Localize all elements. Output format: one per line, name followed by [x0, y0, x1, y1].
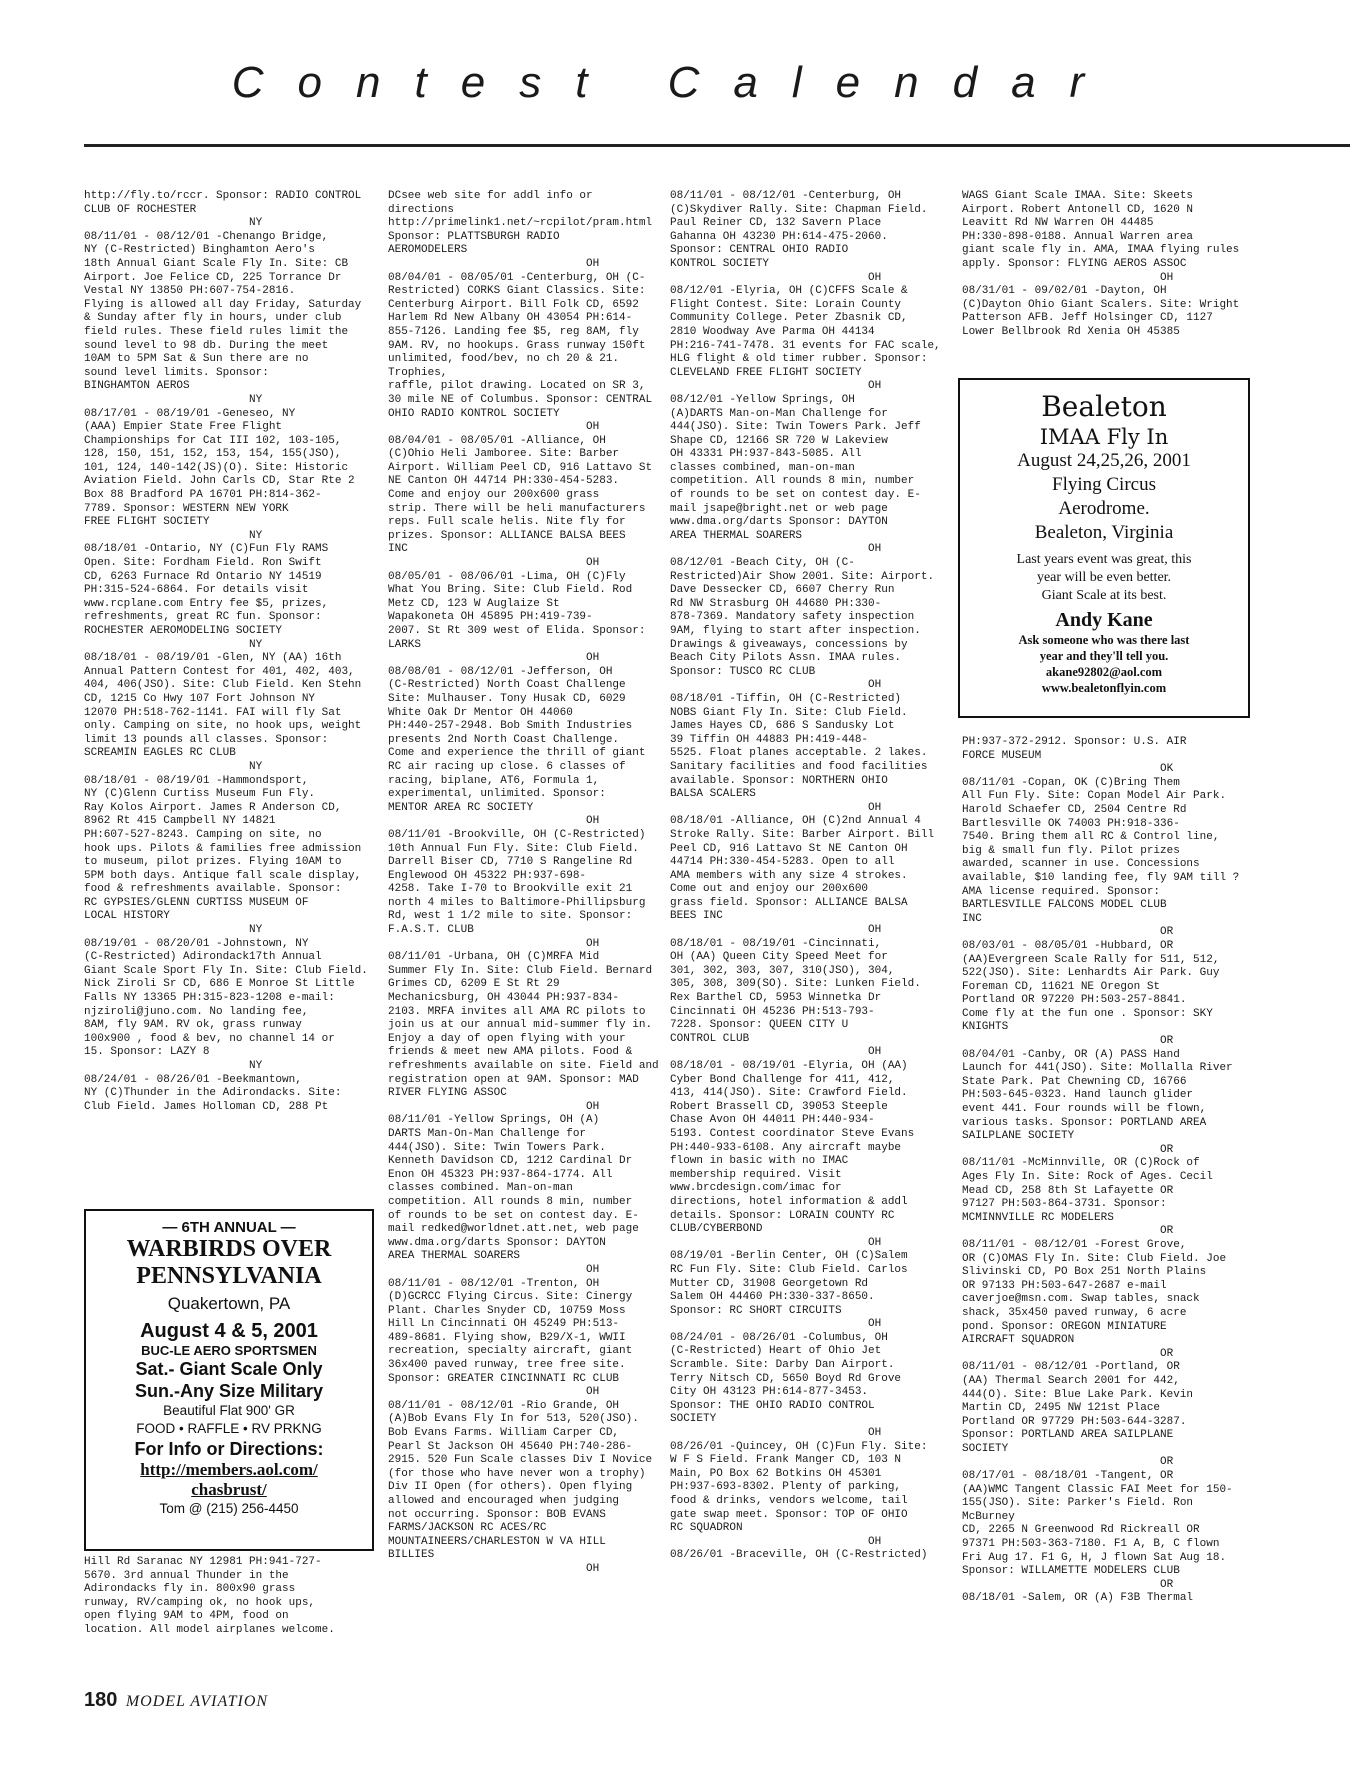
- bealeton-line-3: Giant Scale at its best.: [1041, 588, 1167, 603]
- calendar-column-1: http://fly.to/rccr. Sponsor: RADIO CONTROL CLUB OF ROCHESTER NY 08/11/01 - 08/12/01 -Chenango Bridge, NY (C-Restricted) Binghamton Aero's 18th Annual Giant Scale Fly In. Site: CB Airport. Joe Felice CD, 225 Torrance Dr Vestal NY 13850 PH:607-754-2816. Flying is allowed all day Friday, Saturday & Sunday after fly in hours, under club field rules. These field rules limit the sound level to 98 db. During the meet 10AM to 5PM Sat & Sun there are no sound level limits. Sponsor: BINGHAMTON AEROS NY 08/17/01 - 08/19/01 -Geneseo, NY (AAA) Empier State Free Flight Championships for Cat III 102, 103-105, 128, 150, 151, 152, 153, 154, 155(JSO), 101, 124, 140-142(JS)(O). Site: Historic Aviation Field. John Carls CD, Star Rte 2 Box 88 Bradford PA 16701 PH:814-362- 7789. Sponsor: WESTERN NEW YORK FREE FLIGHT SOCIETY NY 08/18/01 -Ontario, NY (C)Fun Fly RAMS Open. Site: Fordham Field. Ron Swift CD, 6263 Furnace Rd Ontario NY 14519 PH:315-524-6864. For details visit www.rcplane.com Entry fee $5, prizes, refreshments, great RC fun. Sponsor: ROCHESTER AEROMODELING SOCIETY NY 08/18/01 - 08/19/01 -Glen, NY (AA) 16th Annual Pattern Contest for 401, 402, 403, 404, 406(JSO). Site: Club Field. Ken Stehn CD, 1215 Co Hwy 107 Fort Johnson NY 12070 PH:518-762-1141. FAI will fly Sat only. Camping on site, no hook ups, weight limit 13 pounds all classes. Sponsor: SCREAMIN EAGLES RC CLUB NY 08/18/01 - 08/19/01 -Hammondsport, NY (C)Glenn Curtiss Museum Fun Fly. Ray Kolos Airport. James R Anderson CD, 8962 Rt 415 Campbell NY 14821 PH:607-527-8243. Camping on site, no hook ups. Pilots & families free admission to museum, pilot prizes. Flying 10AM to 5PM both days. Antique fall scale display, food & refreshments available. Sponsor: RC GYPSIES/GLENN CURTISS MUSEUM OF LOCAL HISTORY NY 08/19/01 - 08/20/01 -Johnstown, NY (C-Restricted) Adirondack17th Annual Giant Scale Sport Fly In. Site: Club Field. Nick Ziroli Sr CD, 686 E Monroe St Little Falls NY 13365 PH:315-823-1208 e-mail: njziroli@juno.com. No landing fee, 8AM, fly 9AM. RV ok, grass runway 100x900 , food & bev, no channel 14 or 15. Sponsor: LAZY 8 NY 08/24/01 - 08/26/01 -Beekmantown, NY (C)Thunder in the Adirondacks. Site: Club Field. James Holloman CD, 288 Pt: [84, 190, 368, 1113]
- bealeton-location: Bealeton, Virginia: [1034, 522, 1174, 543]
- warbirds-title-1: WARBIRDS OVER: [126, 1236, 332, 1262]
- bealeton-line-2: year will be even better.: [1036, 570, 1172, 585]
- calendar-column-4-top: WAGS Giant Scale IMAA. Site: Skeets Airport. Robert Antonell CD, 1620 N Leavitt Rd NW Warren OH 44485 PH:330-898-0188. Annual Warren area giant scale fly in. AMA, IMAA flying rules apply. Sponsor: FLYING AEROS ASSOC OH 08/31/01 - 09/02/01 -Dayton, OH (C)Dayton Ohio Giant Scalers. Site: Wright Patterson AFB. Jeff Holsinger CD, 1127 Lower Bellbrook Rd Xenia OH 45385: [962, 190, 1240, 338]
- bealeton-web[interactable]: www.bealetonflyin.com: [1041, 681, 1167, 695]
- warbirds-field: Beautiful Flat 900' GR: [163, 1403, 295, 1418]
- bealeton-subtitle: IMAA Fly In: [1039, 425, 1169, 449]
- bealeton-venue-2: Aerodrome.: [1058, 498, 1150, 519]
- bealeton-contact: Andy Kane: [1055, 609, 1153, 631]
- title-rule: [84, 144, 1350, 147]
- magazine-name: MODEL AVIATION: [125, 1693, 269, 1710]
- calendar-column-3: 08/11/01 - 08/12/01 -Centerburg, OH (C)Skydiver Rally. Site: Chapman Field. Paul Reiner CD, 132 Savern Place Gahanna OH 43230 PH:614-475-2060. Sponsor: CENTRAL OHIO RADIO KONTROL SOCIETY OH 08/12/01 -Elyria, OH (C)CFFS Scale & Flight Contest. Site: Lorain County Community College. Peter Zbasnik CD, 2810 Woodway Ave Parma OH 44134 PH:216-741-7478. 31 events for FAC scale, HLG flight & old timer rubber. Sponsor: CLEVELAND FREE FLIGHT SOCIETY OH 08/12/01 -Yellow Springs, OH (A)DARTS Man-on-Man Challenge for 444(JSO). Site: Twin Towers Park. Jeff Shape CD, 12166 SR 720 W Lakeview OH 43331 PH:937-843-5085. All classes combined, man-on-man competition. All rounds 8 min, number of rounds to be set on contest day. E- mail jsape@bright.net or web page www.dma.org/darts Sponsor: DAYTON AREA THERMAL SOARERS OH 08/12/01 -Beach City, OH (C- Restricted)Air Show 2001. Site: Airport. Dave Dessecker CD, 6607 Cherry Run Rd NW Strasburg OH 44680 PH:330- 878-7369. Mandatory safety inspection 9AM, flying to start after inspection. Drawings & giveaways, concessions by Beach City Pilots Assn. IMAA rules. Sponsor: TUSCO RC CLUB OH 08/18/01 -Tiffin, OH (C-Restricted) NOBS Giant Fly In. Site: Club Field. James Hayes CD, 686 S Sandusky Lot 39 Tiffin OH 44883 PH:419-448- 5525. Float planes acceptable. 2 lakes. Sanitary facilities and food facilities available. Sponsor: NORTHERN OHIO BALSA SCALERS OH 08/18/01 -Alliance, OH (C)2nd Annual 4 Stroke Rally. Site: Barber Airport. Bill Peel CD, 916 Lattavo St NE Canton OH 44714 PH:330-454-5283. Open to all AMA members with any size 4 strokes. Come out and enjoy our 200x600 grass field. Sponsor: ALLIANCE BALSA BEES INC OH 08/18/01 - 08/19/01 -Cincinnati, OH (AA) Queen City Speed Meet for 301, 302, 303, 307, 310(JSO), 304, 305, 308, 309(SO). Site: Lunken Field. Rex Barthel CD, 5953 Winnetka Dr Cincinnati OH 45236 PH:513-793- 7228. Sponsor: QUEEN CITY U CONTROL CLUB OH 08/18/01 - 08/19/01 -Elyria, OH (AA) Cyber Bond Challenge for 411, 412, 413, 414(JSO). Site: Crawford Field. Robert Brassell CD, 39053 Steeple Chase Avon OH 44011 PH:440-934- 5193. Contest coordinator Steve Evans PH:440-933-6108. Any aircraft maybe flown in basic with no IMAC membership required. Visit www.brcdesign.com/imac for directions, hotel information & addl details. Sponsor: LORAIN COUNTY RC CLUB/CYBERBOND OH 08/19/01 -Berlin Center, OH (C)Salem RC Fun Fly. Site: Club Field. Carlos Mutter CD, 31908 Georgetown Rd Salem OH 44460 PH:330-337-8650. Sponsor: RC SHORT CIRCUITS OH 08/24/01 - 08/26/01 -Columbus, OH (C-Restricted) Heart of Ohio Jet Scramble. Site: Darby Dan Airport. Terry Nitsch CD, 5650 Boyd Rd Grove City OH 43123 PH:614-877-3453. Sponsor: THE OHIO RADIO CONTROL SOCIETY OH 08/26/01 -Quincey, OH (C)Fun Fly. Site: W F S Field. Frank Manger CD, 103 N Main, PO Box 62 Botkins OH 45301 PH:937-693-8302. Plenty of parking, food & drinks, vendors welcome, tail gate swap meet. Sponsor: TOP OF OHIO RC SQUADRON OH 08/26/01 -Braceville, OH (C-Restricted): [670, 190, 941, 1562]
- warbirds-dates: August 4 & 5, 2001: [140, 1320, 318, 1342]
- warbirds-info: For Info or Directions:: [134, 1439, 324, 1459]
- bealeton-ask-2: year and they'll tell you.: [1039, 649, 1169, 663]
- warbirds-ad: [84, 1209, 374, 1551]
- page-title: Contest Calendar: [231, 58, 1119, 107]
- bealeton-email[interactable]: akane92802@aol.com: [1045, 665, 1163, 679]
- warbirds-sat: Sat.- Giant Scale Only: [135, 1359, 323, 1379]
- warbirds-url-1[interactable]: http://members.aol.com/: [140, 1460, 318, 1479]
- bealeton-dates: August 24,25,26, 2001: [1017, 450, 1191, 471]
- bealeton-ask-1: Ask someone who was there last: [1018, 633, 1190, 647]
- warbirds-location: Quakertown, PA: [167, 1294, 291, 1313]
- bealeton-venue-1: Flying Circus: [1052, 474, 1156, 495]
- bealeton-title: Bealeton: [1041, 390, 1167, 423]
- calendar-column-4-bottom: PH:937-372-2912. Sponsor: U.S. AIR FORCE MUSEUM OK 08/11/01 -Copan, OK (C)Bring Them All Fun Fly. Site: Copan Model Air Park. Harold Schaefer CD, 2504 Centre Rd Bartlesville OK 74003 PH:918-336- 7540. Bring them all RC & Control line, big & small fun fly. Pilot prizes awarded, scanner in use. Concessions available, $10 landing fee, fly 9AM till ? AMA license required. Sponsor: BARTLESVILLE FALCONS MODEL CLUB INC OR 08/03/01 - 08/05/01 -Hubbard, OR (AA)Evergreen Scale Rally for 511, 512, 522(JSO). Site: Lenhardts Air Park. Guy Foreman CD, 11621 NE Oregon St Portland OR 97220 PH:503-257-8841. Come fly at the fun one . Sponsor: SKY KNIGHTS OR 08/04/01 -Canby, OR (A) PASS Hand Launch for 441(JSO). Site: Mollalla River State Park. Pat Chewning CD, 16766 PH:503-645-0323. Hand launch glider event 441. Four rounds will be flown, various tasks. Sponsor: PORTLAND AREA SAILPLANE SOCIETY OR 08/11/01 -McMinnville, OR (C)Rock of Ages Fly In. Site: Rock of Ages. Cecil Mead CD, 258 8th St Lafayette OR 97127 PH:503-864-3731. Sponsor: MCMINNVILLE RC MODELERS OR 08/11/01 - 08/12/01 -Forest Grove, OR (C)OMAS Fly In. Site: Club Field. Joe Slivinski CD, PO Box 251 North Plains OR 97133 PH:503-647-2687 e-mail caverjoe@msn.com. Swap tables, snack shack, 35x450 paved runway, 6 acre pond. Sponsor: OREGON MINIATURE AIRCRAFT SQUADRON OR 08/11/01 - 08/12/01 -Portland, OR (AA) Thermal Search 2001 for 442, 444(O). Site: Blue Lake Park. Kevin Martin CD, 2495 NW 121st Place Portland OR 97729 PH:503-644-3287. Sponsor: PORTLAND AREA SAILPLANE SOCIETY OR 08/17/01 - 08/18/01 -Tangent, OR (AA)WMC Tangent Classic FAI Meet for 150- 155(JSO). Site: Parker's Field. Ron McBurney CD, 2265 N Greenwood Rd Rickreall OR 97371 PH:503-363-7180. F1 A, B, C flown Fri Aug 17. F1 G, H, J flown Sat Aug 18. Sponsor: WILLAMETTE MODELERS CLUB OR 08/18/01 -Salem, OR (A) F3B Thermal: [962, 736, 1240, 1605]
- page-footer: [84, 1689, 268, 1712]
- bealeton-ad: [958, 378, 1250, 718]
- warbirds-club: BUC-LE AERO SPORTSMEN: [141, 1343, 317, 1358]
- bealeton-line-1: Last years event was great, this: [1016, 552, 1192, 567]
- warbirds-url-2[interactable]: chasbrust/: [191, 1480, 267, 1499]
- warbirds-extras: FOOD • RAFFLE • RV PRKNG: [136, 1421, 322, 1436]
- warbirds-annual: — 6TH ANNUAL —: [162, 1219, 296, 1236]
- warbirds-sun: Sun.-Any Size Military: [134, 1381, 324, 1401]
- warbirds-phone: Tom @ (215) 256-4450: [159, 1501, 299, 1516]
- warbirds-title-2: PENNSYLVANIA: [136, 1263, 322, 1289]
- page-number: 180: [84, 1689, 118, 1711]
- calendar-column-1-continued: Hill Rd Saranac NY 12981 PH:941-727- 5670. 3rd annual Thunder in the Adirondacks fly in. 800x90 grass runway, RV/camping ok, no hook ups, open flying 9AM to 4PM, food on location. All model airplanes welcome.: [84, 1556, 335, 1636]
- calendar-column-2: DCsee web site for addl info or directions http://primelink1.net/~rcpilot/pram.html Sponsor: PLATTSBURGH RADIO AEROMODELERS OH 08/04/01 - 08/05/01 -Centerburg, OH (C- Restricted) CORKS Giant Classics. Site: Centerburg Airport. Bill Folk CD, 6592 Harlem Rd New Albany OH 43054 PH:614- 855-7126. Landing fee $5, reg 8AM, fly 9AM. RV, no hookups. Grass runway 150ft unlimited, food/bev, no ch 20 & 21. Trophies, raffle, pilot drawing. Located on SR 3, 30 mile NE of Columbus. Sponsor: CENTRAL OHIO RADIO KONTROL SOCIETY OH 08/04/01 - 08/05/01 -Alliance, OH (C)Ohio Heli Jamboree. Site: Barber Airport. William Peel CD, 916 Lattavo St NE Canton OH 44714 PH:330-454-5283. Come and enjoy our 200x600 grass strip. There will be heli manufacturers reps. Full scale helis. Nite fly for prizes. Sponsor: ALLIANCE BALSA BEES INC OH 08/05/01 - 08/06/01 -Lima, OH (C)Fly What You Bring. Site: Club Field. Rod Metz CD, 123 W Auglaize St Wapakoneta OH 45895 PH:419-739- 2007. St Rt 309 west of Elida. Sponsor: LARKS OH 08/08/01 - 08/12/01 -Jefferson, OH (C-Restricted) North Coast Challenge Site: Mulhauser. Tony Husak CD, 6029 White Oak Dr Mentor OH 44060 PH:440-257-2948. Bob Smith Industries presents 2nd North Coast Challenge. Come and experience the thrill of giant RC air racing up close. 6 classes of racing, biplane, AT6, Formula 1, experimental, unlimited. Sponsor: MENTOR AREA RC SOCIETY OH 08/11/01 -Brookville, OH (C-Restricted) 10th Annual Fun Fly. Site: Club Field. Darrell Biser CD, 7710 S Rangeline Rd Englewood OH 45322 PH:937-698- 4258. Take I-70 to Brookville exit 21 north 4 miles to Baltimore-Phillipsburg Rd, west 1 1/2 mile to site. Sponsor: F.A.S.T. CLUB OH 08/11/01 -Urbana, OH (C)MRFA Mid Summer Fly In. Site: Club Field. Bernard Grimes CD, 6209 E St Rt 29 Mechanicsburg, OH 43044 PH:937-834- 2103. MRFA invites all AMA RC pilots to join us at our annual mid-summer fly in. Enjoy a day of open flying with your friends & meet new AMA pilots. Food & refreshments available on site. Field and registration open at 9AM. Sponsor: MAD RIVER FLYING ASSOC OH 08/11/01 -Yellow Springs, OH (A) DARTS Man-On-Man Challenge for 444(JSO). Site: Twin Towers Park. Kenneth Davidson CD, 1212 Cardinal Dr Enon OH 45323 PH:937-864-1774. All classes combined. Man-on-man competition. All rounds 8 min, number of rounds to be set on contest day. E- mail redked@worldnet.att.net, web page www.dma.org/darts Sponsor: DAYTON AREA THERMAL SOARERS OH 08/11/01 - 08/12/01 -Trenton, OH (D)GCRCC Flying Circus. Site: Cinergy Plant. Charles Snyder CD, 10759 Moss Hill Ln Cincinnati OH 45249 PH:513- 489-8681. Flying show, B29/X-1, WWII recreation, specialty aircraft, giant 36x400 paved runway, tree free site. Sponsor: GREATER CINCINNATI RC CLUB OH 08/11/01 - 08/12/01 -Rio Grande, OH (A)Bob Evans Fly In for 513, 520(JSO). Bob Evans Farms. William Carper CD, Pearl St Jackson OH 45640 PH:740-286- 2915. 520 Fun Scale classes Div I Novice (for those who have never won a trophy) Div II Open (for others). Open flying allowed and encouraged when judging not occurring. Sponsor: BOB EVANS FARMS/JACKSON RC ACES/RC MOUNTAINEERS/CHARLESTON W VA HILL BILLIES OH: [388, 190, 659, 1575]
